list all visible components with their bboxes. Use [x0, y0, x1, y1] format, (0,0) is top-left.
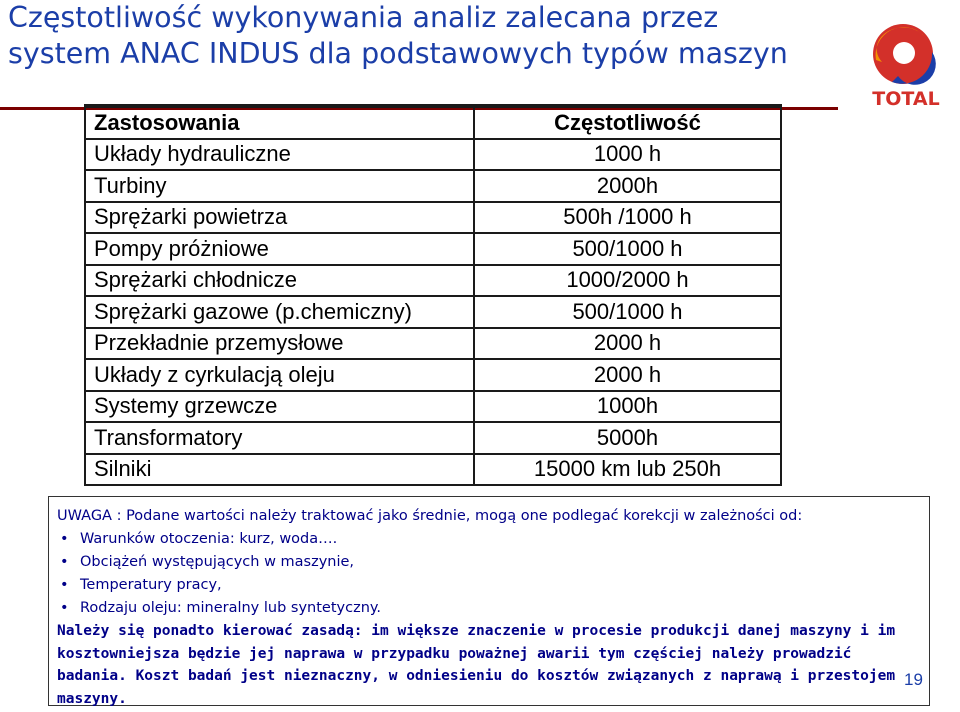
frequency-cell: 500/1000 h — [474, 233, 781, 265]
bullet-icon: • — [60, 531, 69, 547]
list-item — [57, 597, 929, 620]
application-cell: Transformatory — [85, 422, 474, 454]
note-intro: UWAGA : Podane wartości należy traktować jako średnie, mogą one podlegać korekcji w zależności od: — [57, 508, 803, 524]
table-row — [85, 328, 781, 360]
frequency-cell: 5000h — [474, 422, 781, 454]
frequency-cell: 15000 km lub 250h — [474, 454, 781, 486]
application-cell: Systemy grzewcze — [85, 391, 474, 423]
list-item — [57, 574, 929, 597]
application-cell: Pompy próżniowe — [85, 233, 474, 265]
table-header-row — [85, 106, 781, 139]
list-item — [57, 528, 929, 551]
header-frequency: Częstotliwość — [474, 106, 781, 139]
table-row — [85, 233, 781, 265]
application-cell: Sprężarki chłodnicze — [85, 265, 474, 297]
bullet-icon: • — [60, 600, 69, 616]
application-cell: Przekładnie przemysłowe — [85, 328, 474, 360]
page-number: 19 — [904, 670, 923, 689]
frequency-table — [84, 104, 782, 486]
table-row — [85, 359, 781, 391]
bullet-icon: • — [60, 554, 69, 570]
note-emphasis: Należy się ponadto kierować zasadą: im większe znaczenie w procesie produkcji danej maszyny i im kosztowniejsza będzie jej naprawa w przypadku poważnej awarii tym częściej należy prowadzić badania. Koszt badań jest nieznaczny, w odniesieniu do kosztów związanych z naprawą i przestojem maszyny. — [57, 623, 904, 707]
frequency-cell: 2000 h — [474, 328, 781, 360]
bullet-text: Obciążeń występujących w maszynie, — [80, 554, 355, 570]
page-title: Częstotliwość wykonywania analiz zalecana przez system ANAC INDUS dla podstawowych typów maszyn — [8, 1, 788, 70]
note-box — [48, 496, 930, 706]
application-cell: Układy z cyrkulacją oleju — [85, 359, 474, 391]
frequency-cell: 500/1000 h — [474, 296, 781, 328]
header-applications: Zastosowania — [85, 106, 474, 139]
note-bullet-list — [57, 528, 929, 620]
frequency-cell: 2000 h — [474, 359, 781, 391]
application-cell: Sprężarki gazowe (p.chemiczny) — [85, 296, 474, 328]
frequency-table-container — [84, 104, 782, 486]
application-cell: Silniki — [85, 454, 474, 486]
bullet-icon: • — [60, 577, 69, 593]
table-row — [85, 296, 781, 328]
bullet-text: Warunków otoczenia: kurz, woda…. — [80, 531, 338, 547]
list-item — [57, 551, 929, 574]
frequency-cell: 500h /1000 h — [474, 202, 781, 234]
application-cell: Turbiny — [85, 170, 474, 202]
table-row — [85, 170, 781, 202]
application-cell: Sprężarki powietrza — [85, 202, 474, 234]
table-row — [85, 454, 781, 486]
application-cell: Układy hydrauliczne — [85, 139, 474, 171]
frequency-cell: 2000h — [474, 170, 781, 202]
table-row — [85, 139, 781, 171]
table-row — [85, 422, 781, 454]
frequency-cell: 1000/2000 h — [474, 265, 781, 297]
bullet-text: Temperatury pracy, — [80, 577, 222, 593]
table-row — [85, 391, 781, 423]
bullet-text: Rodzaju oleju: mineralny lub syntetyczny. — [80, 600, 382, 616]
table-row — [85, 202, 781, 234]
logo-wordmark: TOTAL — [872, 88, 940, 110]
table-row — [85, 265, 781, 297]
frequency-cell: 1000h — [474, 391, 781, 423]
frequency-cell: 1000 h — [474, 139, 781, 171]
